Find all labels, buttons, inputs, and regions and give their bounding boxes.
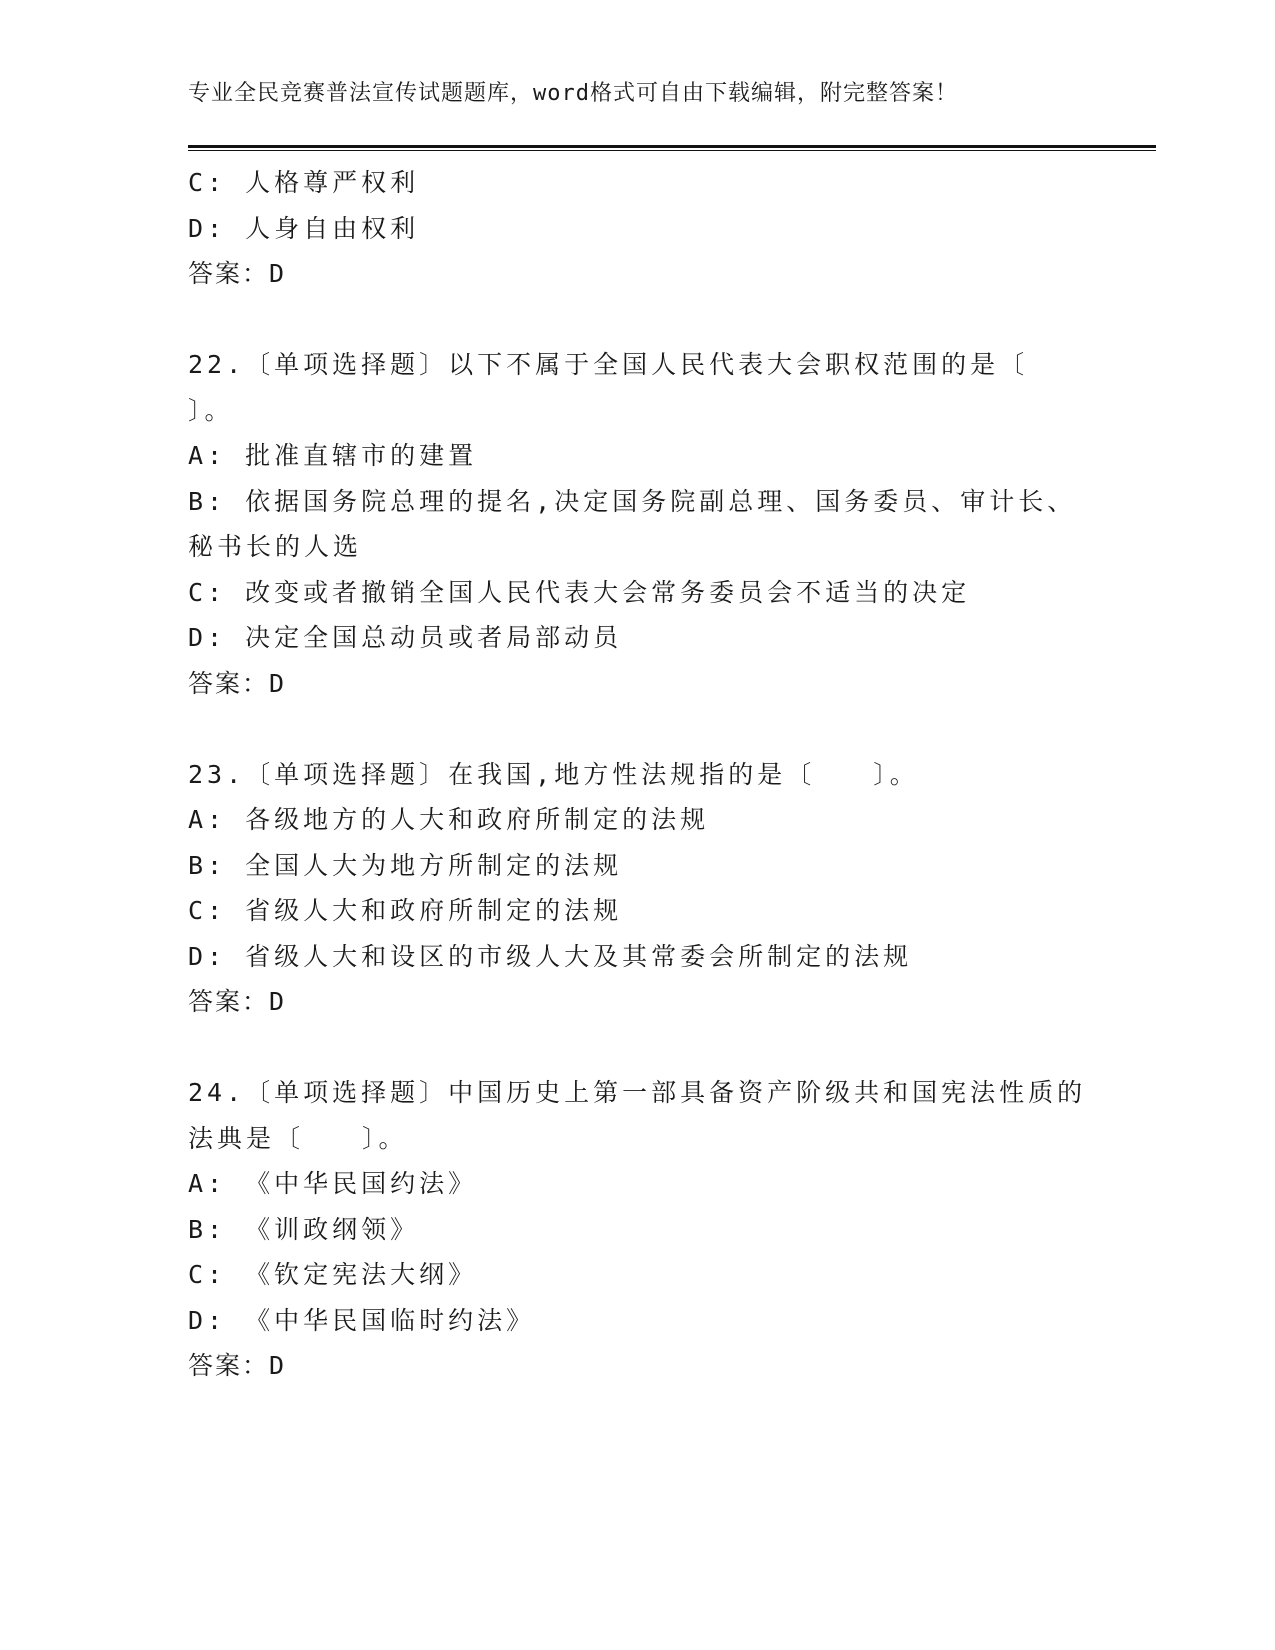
- question-stem: 22.〔单项选择题〕以下不属于全国人民代表大会职权范围的是〔: [188, 350, 1029, 379]
- option-d: D: 决定全国总动员或者局部动员: [188, 623, 623, 652]
- question-stem-continued: 法典是〔 〕。: [188, 1123, 408, 1153]
- question-23: [188, 752, 1088, 1025]
- option-a: A: 批准直辖市的建置: [188, 441, 478, 470]
- option-d: D: 人身自由权利: [188, 213, 420, 243]
- option-a: A: 各级地方的人大和政府所制定的法规: [188, 805, 710, 834]
- spacer: [188, 297, 1088, 343]
- answer-line: 答案：D: [188, 668, 287, 698]
- option-b: B: 《训政纲领》: [188, 1214, 420, 1244]
- question-stem: 24.〔单项选择题〕中国历史上第一部具备资产阶级共和国宪法性质的: [188, 1078, 1087, 1107]
- header-divider: [188, 145, 1156, 151]
- spacer: [188, 1025, 1088, 1071]
- option-d: D: 省级人大和设区的市级人大及其常委会所制定的法规: [188, 941, 913, 971]
- option-b: B: 全国人大为地方所制定的法规: [188, 850, 623, 880]
- option-c: C: 人格尊严权利: [188, 168, 420, 197]
- option-d: D: 《中华民国临时约法》: [188, 1305, 536, 1335]
- question-stem-continued: 〕。: [188, 395, 234, 425]
- answer-line: 答案：D: [188, 259, 287, 288]
- question-24: [188, 1070, 1088, 1389]
- option-a: A: 《中华民国约法》: [188, 1169, 478, 1198]
- option-c: C: 《钦定宪法大纲》: [188, 1260, 478, 1289]
- spacer: [188, 706, 1088, 752]
- option-c: C: 改变或者撤销全国人民代表大会常务委员会不适当的决定: [188, 577, 971, 607]
- question-22: [188, 342, 1088, 706]
- option-b-continued: 秘书长的人选: [188, 532, 363, 561]
- page-header: 专业全民竞赛普法宣传试题题库，word格式可自由下载编辑，附完整答案！: [188, 81, 958, 106]
- answer-line: 答案：D: [188, 1351, 287, 1380]
- option-c: C: 省级人大和政府所制定的法规: [188, 896, 623, 925]
- document-body: [188, 160, 1088, 1389]
- question-stem: 23.〔单项选择题〕在我国,地方性法规指的是〔 〕。: [188, 759, 919, 789]
- option-b: B: 依据国务院总理的提名,决定国务院副总理、国务委员、审计长、: [188, 486, 1077, 516]
- answer-line: 答案：D: [188, 987, 287, 1016]
- carryover-question: [188, 160, 1088, 297]
